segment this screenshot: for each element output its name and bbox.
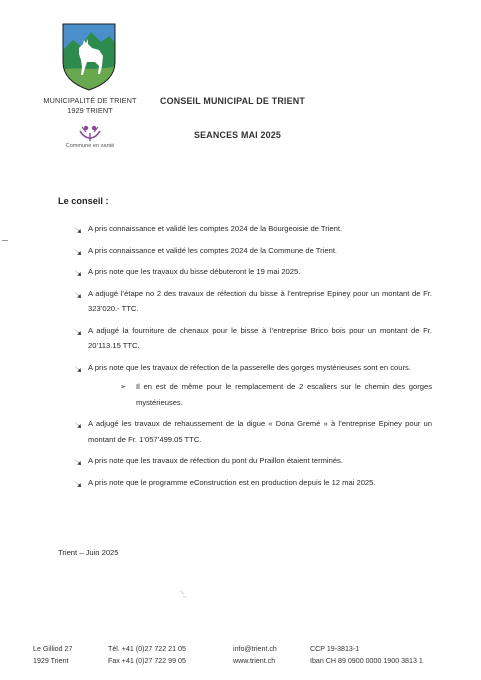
email-address: info@trient.ch (233, 645, 277, 653)
item-text: A pris note que les travaux de réfection du pont du Praillon étaient terminés. (88, 456, 343, 465)
sub-item-text: Il en est de même pour le remplacement de 2 escaliers sur le chemin des gorges mystérieuses. (136, 382, 432, 407)
list-item (72, 323, 432, 354)
arrow-bullet-icon (72, 289, 82, 299)
footer-phone (108, 643, 186, 667)
item-text: A pris connaissance et validé les comptes 2024 de la Commune de Trient. (88, 245, 338, 255)
list-item (72, 221, 432, 237)
footer-contact (233, 643, 277, 667)
arrow-bullet-icon (72, 326, 82, 336)
sub-item (120, 379, 432, 410)
item-text: A pris note que les travaux du bisse débuteront le 19 mai 2025. (88, 267, 301, 276)
document-title: CONSEIL MUNICIPAL DE TRIENT (160, 96, 305, 106)
decision-list (72, 221, 432, 496)
phone-number: Tél. +41 (0)27 722 21 05 (108, 645, 186, 653)
list-item (72, 264, 432, 280)
item-text: A adjugé la fourniture de chenaux pour le bisse à l’entreprise Brico bois pour un montant de Fr. 20’113.15 TTC. (88, 325, 432, 350)
document-subtitle: SEANCES MAI 2025 (194, 130, 282, 140)
footer-address (33, 643, 72, 667)
sante-label: Commune en santé (65, 143, 115, 149)
item-text: A pris connaissance et validé les comptes 2024 de la Bourgeoisie de Trient. (88, 224, 343, 233)
item-text: A adjugé les travaux de rehaussement de la digue « Dona Gremé » à l’entreprise Epiney pour un montant de Fr. 1’057’499.05 TTC. (88, 419, 432, 444)
iban-number: Iban CH 89 0900 0000 1900 3813 1 (310, 657, 423, 665)
arrow-bullet-icon (72, 267, 82, 277)
item-text: A pris note que les travaux de réfection de la passerelle des gorges mystérieuses sont en cours. (88, 362, 411, 372)
municipality-line1: MUNICIPALITÉ DE TRIENT (43, 96, 137, 105)
commune-en-sante-logo (58, 124, 122, 149)
website: www.trient.ch (233, 657, 276, 665)
list-item (72, 243, 432, 259)
address-line1: Le Gilliod 27 (33, 645, 73, 653)
margin-mark (2, 240, 8, 241)
address-line2: 1929 Trient (33, 657, 69, 665)
list-item (72, 453, 432, 469)
arrow-bullet-icon (72, 246, 82, 256)
footer-bank (310, 643, 423, 667)
fax-number: Fax +41 (0)27 722 99 05 (108, 657, 186, 665)
chevron-right-icon: ➢ (120, 382, 127, 391)
section-heading: Le conseil : (58, 196, 109, 206)
list-item (72, 416, 432, 447)
scan-speck (178, 588, 190, 600)
place-date-signature: Trient – Juin 2025 (58, 548, 119, 557)
arrow-bullet-icon (72, 224, 82, 234)
list-item (72, 360, 432, 411)
arrow-bullet-icon (72, 456, 82, 466)
item-text: A adjugé l’étape no 2 des travaux de réfection du bisse à l’entreprise Epiney pour un montant de Fr. 323’020.- TTC. (88, 288, 432, 313)
ccp-number: CCP 19-3813-1 (310, 645, 360, 653)
arrow-bullet-icon (72, 363, 82, 373)
municipality-line2: 1929 TRIENT (67, 105, 113, 115)
arrow-bullet-icon (72, 478, 82, 488)
arrow-bullet-icon (72, 419, 82, 429)
municipality-crest-icon (61, 22, 117, 92)
list-item (72, 475, 432, 491)
commune-sante-icon (77, 124, 103, 142)
list-item (72, 286, 432, 317)
item-text: A pris note que le programme eConstruction est en production depuis le 12 mai 2025. (88, 477, 376, 487)
municipality-name (38, 96, 142, 115)
